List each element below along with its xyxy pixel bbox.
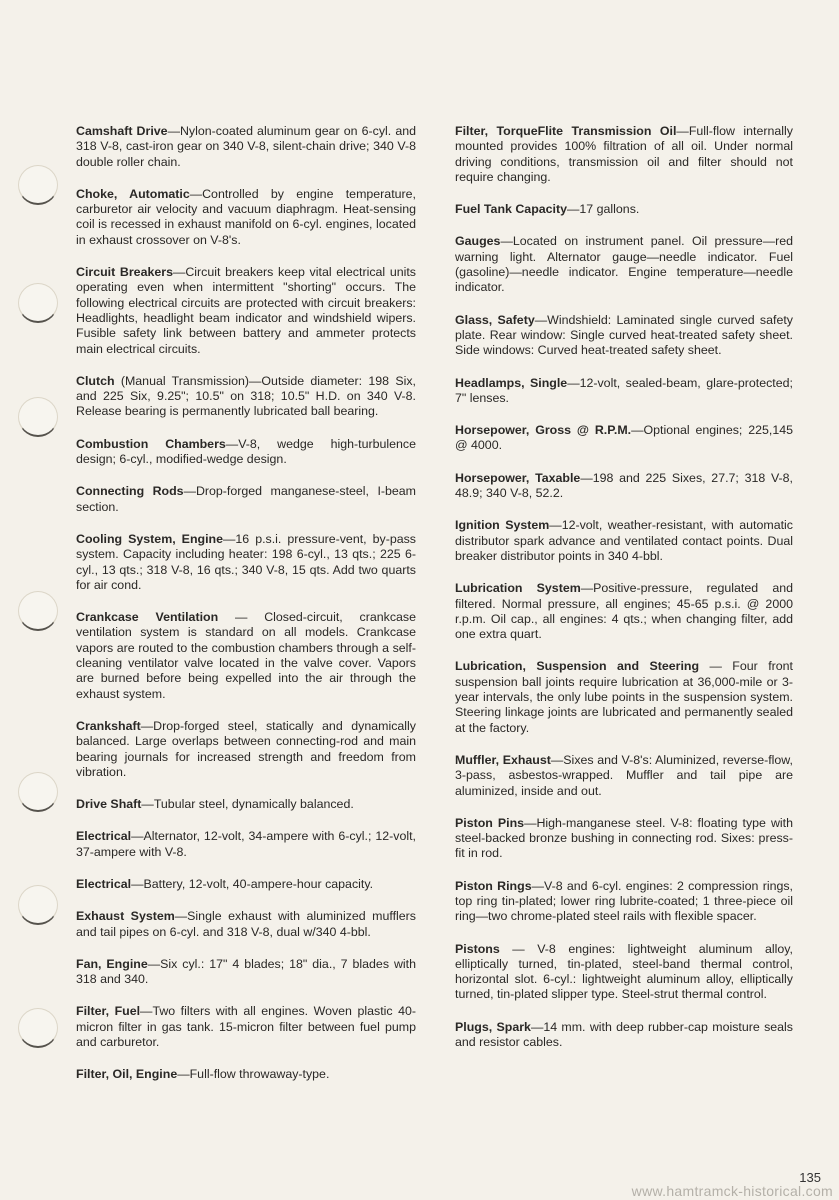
watermark-url[interactable]: www.hamtramck-historical.com [631,1183,833,1199]
spec-term: Circuit Breakers [76,265,173,280]
spec-text: —12-volt, weather-resistant, with automatic distributor spark advance and ventilated contact points. Dual breaker distributor points in 340 4-bbl. [455,518,793,563]
spec-entry [76,797,416,812]
spec-text: —Circuit breakers keep vital electrical units operating even when intermittent "shorting" occurs. The following electrical circuits are protected with circuit breakers: Headlights, headlight beam indicator and windshield wipers. Fusible safety link between battery and ammeter protects main electrical circuits. [76,265,417,356]
spec-text: —Located on instrument panel. Oil pressure—red warning light. Alternator gauge—needle indicator. Fuel (gasoline)—needle indicator. Engine temperature—needle indicator. [455,234,793,295]
spec-entry [76,374,416,420]
spec-text: —12-volt, sealed-beam, glare-protected; 7" lenses. [455,375,793,405]
spec-text: —Drop-forged steel, statically and dynamically balanced. Large overlaps between connecting-rod and main bearing journals for increased strength and freedom from vibration. [76,718,416,779]
spec-term: Combustion Chambers [76,436,226,451]
spec-entry [455,313,793,359]
spec-text: —Windshield: Laminated single curved safety plate. Rear window: Single curved heat-treated safety sheet. Side windows: Curved heat-treated safety sheet. [455,312,793,358]
spec-text: — Closed-circuit, crankcase ventilation system is standard on all models. Crankcase vapors are routed to the combustion chambers through a self-cleaning ventilator valve located in the valve cover. Vapors are burned before being expelled into the air through the exhaust system. [76,610,417,701]
spec-entry [76,909,416,940]
spec-term: Fuel Tank Capacity [455,202,568,217]
spec-term: Electrical [76,829,132,844]
spec-term: Fan, Engine [76,956,148,971]
spec-term: Lubrication, Suspension and Steering [455,659,700,674]
spec-text: —Single exhaust with aluminized mufflers and tail pipes on 6-cyl. and 318 V-8, dual w/340 4-bbl. [76,909,416,939]
binder-hole [18,591,58,631]
spec-text: —Positive-pressure, regulated and filtered. Normal pressure, all engines; 45-65 p.s.i. @ 2000 r.p.m. Oil cap., all engines: 4 qts.; when changing filter, add one extra quart. [455,581,794,642]
spec-term: Piston Rings [455,878,532,893]
spec-text: —Controlled by engine temperature, carburetor air velocity and vacuum diaphragm. Heat-sensing coil is recessed in exhaust manifold on 6-cyl. engines, located in exhaust crossover on V-8's. [76,186,416,247]
spec-term: Filter, TorqueFlite Transmission Oil [455,124,677,138]
spec-text: —Six cyl.: 17" 4 blades; 18" dia., 7 blades with 318 and 340. [76,956,416,987]
spec-entry [76,1004,416,1050]
binder-hole [18,165,58,205]
spec-term: Piston Pins [455,815,525,830]
spec-text: —16 p.s.i. pressure-vent, by-pass system. Capacity including heater: 198 6-cyl., 13 qts.; 225 6-cyl., 13 qts.; 318 V-8, 16 qts.; 340 V-8, 15 qts. Add two quarts for air cond. [76,531,417,592]
left-column [76,124,416,1100]
spec-term: Crankcase Ventilation [76,610,219,625]
spec-entry [455,1020,793,1051]
spec-entry [76,437,416,468]
spec-entry [76,829,416,860]
spec-term: Choke, Automatic [76,186,190,201]
spec-entry [455,659,793,735]
spec-text: —V-8 and 6-cyl. engines: 2 compression rings, top ring tin-plated; lower ring lubrite-coated; 1 three-piece oil ring—two chrome-plated steel rails with flexible spacer. [455,878,793,924]
spec-text: (Manual Transmission)—Outside diameter: 198 Six, and 225 Six, 9.25"; 10.5" on 318; 10.5" H.D. on 340 V-8. Release bearing is permanently lubricated ball bearing. [76,373,416,419]
spec-entry [455,753,793,799]
spec-text: — Four front suspension ball joints require lubrication at 36,000-mile or 3-year intervals, the only lube points in the suspension system. Steering linkage joints are lubricated and permanently sealed at the factory. [455,659,793,735]
spec-text: —Nylon-coated aluminum gear on 6-cyl. and 318 V-8, cast-iron gear on 340 V-8, silent-chain drive; 340 V-8 double roller chain. [76,124,416,169]
spec-entry [76,484,416,515]
right-column [455,124,793,1067]
spec-term: Horsepower, Gross @ R.P.M. [455,423,632,438]
spec-entry [455,942,793,1003]
spec-text: —V-8, wedge high-turbulence design; 6-cyl., modified-wedge design. [76,436,416,467]
spec-entry [76,610,416,702]
spec-entry [455,234,793,295]
spec-entry [76,532,416,593]
spec-entry [455,202,793,217]
spec-term: Camshaft Drive [76,124,168,138]
spec-entry [455,376,793,407]
spec-entry [455,879,793,925]
spec-term: Muffler, Exhaust [455,752,551,767]
spec-text: —198 and 225 Sixes, 27.7; 318 V-8, 48.9; 340 V-8, 52.2. [455,470,793,501]
page-number: 135 [799,1170,821,1185]
spec-term: Electrical [76,876,132,891]
binder-hole [18,1008,58,1048]
spec-term: Filter, Fuel [76,1004,141,1019]
spec-term: Connecting Rods [76,484,184,499]
spec-term: Cooling System, Engine [76,531,223,546]
spec-text: — V-8 engines: lightweight aluminum alloy, elliptically turned, tin-plated, steel-band thermal control, horizontal slot. 6-cyl.: lightweight aluminum alloy, elliptically turned, tin-plated slipper type. Steel-strut thermal control. [455,941,793,1002]
spec-term: Lubrication System [455,581,581,596]
binder-hole [18,772,58,812]
spec-term: Horsepower, Taxable [455,470,581,485]
spec-term: Exhaust System [76,909,175,924]
spec-term: Pistons [455,941,500,956]
spec-text: —Tubular steel, dynamically balanced. [141,797,354,812]
spec-text: —Alternator, 12-volt, 34-ampere with 6-cyl.; 12-volt, 37-ampere with V-8. [76,829,416,859]
spec-entry [76,719,416,780]
spec-text: —14 mm. with deep rubber-cap moisture seals and resistor cables. [455,1019,794,1050]
spec-term: Ignition System [455,518,550,533]
spec-entry [455,816,793,862]
spec-entry [455,423,793,454]
spec-entry [76,1067,416,1082]
binder-hole [18,885,58,925]
spec-entry [455,581,793,642]
spec-text: —Two filters with all engines. Woven plastic 40-micron filter in gas tank. 15-micron filter between fuel pump and carburetor. [76,1004,417,1050]
spec-entry [455,471,793,502]
spec-term: Drive Shaft [76,797,142,812]
spec-entry [455,518,793,564]
spec-text: —Full-flow internally mounted provides 100% filtration of all oil. Under normal driving conditions, transmission oil and filter should not require changing. [455,124,793,184]
spec-term: Gauges [455,234,501,249]
spec-term: Crankshaft [76,718,141,733]
binder-hole [18,283,58,323]
spec-entry [455,124,793,185]
spec-text: —High-manganese steel. V-8: floating type with steel-backed bronze bushing in connecting rod. Sixes: press-fit in rod. [455,815,793,861]
spec-term: Clutch [76,373,115,388]
spec-text: —Optional engines; 225,145 @ 4000. [455,423,794,453]
spec-term: Plugs, Spark [455,1019,531,1034]
binder-hole [18,397,58,437]
spec-term: Glass, Safety [455,312,535,327]
spec-text: —Sixes and V-8's: Aluminized, reverse-flow, 3-pass, asbestos-wrapped. Muffler and tail pipe are aluminized, inside and out. [455,752,794,798]
spec-entry [76,877,416,892]
spec-entry [76,187,416,248]
spec-entry [76,124,416,170]
spec-text: —17 gallons. [567,202,640,217]
spec-text: —Drop-forged manganese-steel, I-beam section. [76,484,417,514]
spec-term: Headlamps, Single [455,375,568,390]
spec-term: Filter, Oil, Engine [76,1067,178,1082]
spec-text: —Battery, 12-volt, 40-ampere-hour capacity. [131,876,374,891]
spec-entry [76,957,416,988]
spec-entry [76,265,416,357]
spec-text: —Full-flow throwaway-type. [177,1067,330,1082]
